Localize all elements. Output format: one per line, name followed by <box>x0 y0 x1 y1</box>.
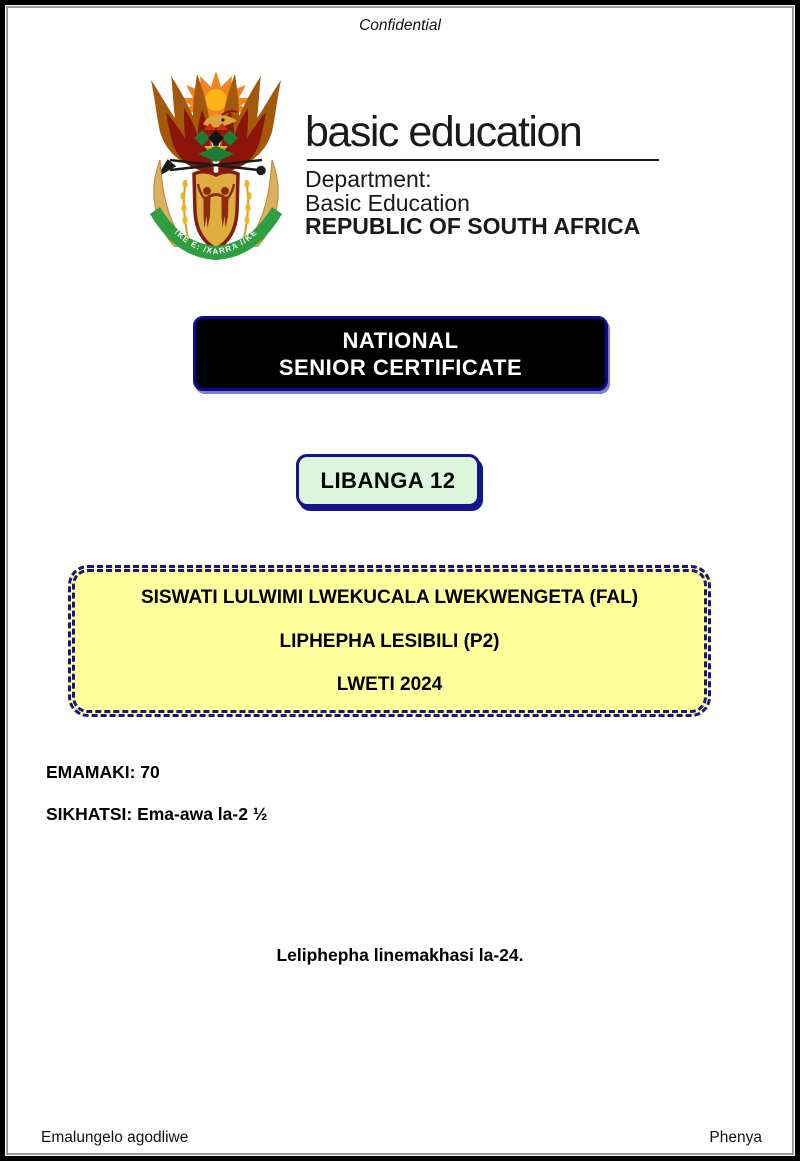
certificate-line-1: NATIONAL <box>342 327 459 353</box>
certificate-line-2: SENIOR CERTIFICATE <box>278 354 523 380</box>
wordmark-title: basic education <box>305 108 582 156</box>
dept-line-3: REPUBLIC OF SOUTH AFRICA <box>305 213 641 239</box>
paper-title: LIPHEPHA LESIBILI (P2) <box>279 630 500 652</box>
footer-instruction: Phenya <box>709 1129 762 1146</box>
subject-box-inner <box>72 569 707 713</box>
subject-title: SISWATI LULWIMI LWEKUCALA LWEKWENGETA (FAL) <box>140 587 639 608</box>
pages-note: Leliphepha linemakhasi la-24. <box>276 945 524 965</box>
shield-icon <box>194 172 238 249</box>
confidential-label: Confidential <box>359 17 441 34</box>
certificate-banner <box>193 316 608 391</box>
exam-date: LWETI 2024 <box>336 674 443 695</box>
coat-of-arms-logo <box>140 68 292 264</box>
department-wordmark <box>305 109 665 239</box>
motto-text: !KE E: /XARRA //KE <box>172 227 260 257</box>
grade-badge <box>296 454 480 507</box>
dept-line-2: Basic Education <box>305 189 470 216</box>
wheat-icon <box>181 180 189 238</box>
subject-box <box>68 565 711 717</box>
time-label: SIKHATSI: Ema-awa la-2 ½ <box>46 804 268 824</box>
marks-label: EMAMAKI: 70 <box>46 762 160 782</box>
wordmark-rule <box>307 159 659 161</box>
footer <box>41 1129 762 1147</box>
grade-badge-label: LIBANGA 12 <box>320 467 456 493</box>
dept-line-1: Department: <box>305 166 432 192</box>
footer-copyright: Emalungelo agodliwe <box>41 1129 189 1146</box>
